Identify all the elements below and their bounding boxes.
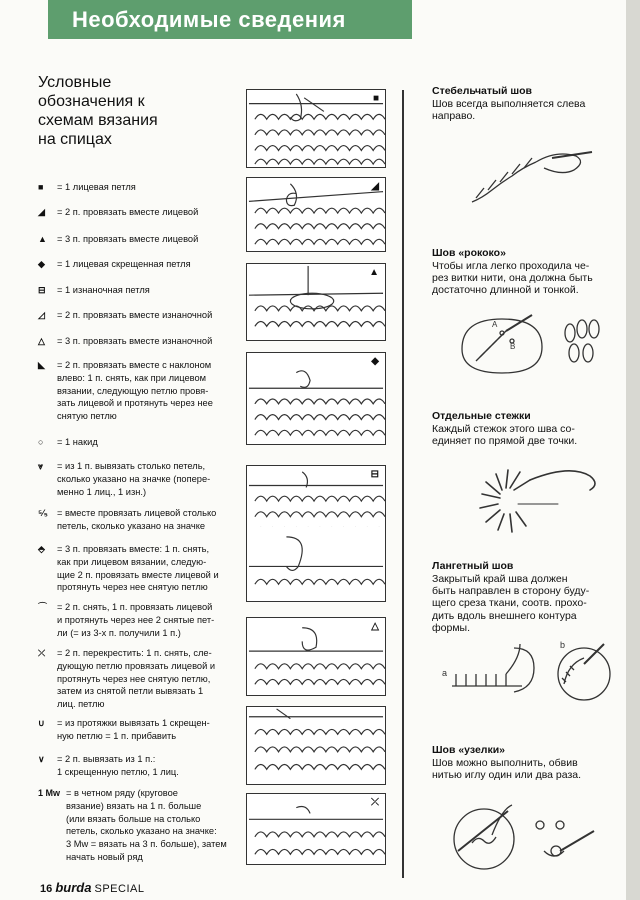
label-b: b <box>560 640 566 650</box>
legend-symbol: ◆ <box>38 259 45 269</box>
legend-text: = 2 п. снять, 1 п. провязать лицевой и протянуть через нее 2 снятые пет- ли (= из 3-х п. получили 1 п.) <box>57 602 215 638</box>
legend-item <box>38 436 248 449</box>
stitch-rococo <box>432 247 607 297</box>
knit-drawing <box>247 178 385 251</box>
legend-item <box>38 335 248 348</box>
legend-text: = 1 лицевая скрещенная петля <box>57 259 191 269</box>
footer <box>40 880 144 895</box>
stitch-french-knot <box>432 744 607 781</box>
label-a: A <box>492 320 498 329</box>
stem-stitch-drawing <box>432 140 602 210</box>
knit-illustration <box>246 89 386 168</box>
illustration-symbol: ◢ <box>371 181 379 192</box>
legend-text: = 1 лицевая петля <box>57 182 136 192</box>
legend-item <box>38 460 248 498</box>
stitch-text: Шов всегда выполняется слева направо. <box>432 98 586 123</box>
stitch-title: Стебельчатый шов <box>432 85 532 97</box>
brand-logo: burda <box>55 880 92 895</box>
knit-illustration <box>246 793 386 865</box>
knit-illustration <box>246 177 386 252</box>
stitch-title: Шов «узелки» <box>432 744 506 756</box>
legend-symbol: ∨ <box>38 754 45 764</box>
stitch-text: Закрытый край шва должен быть направлен в сторону буду- щего среза ткани, соотв. прохо- дить вдоль внешнего контура формы. <box>432 573 590 634</box>
knit-drawing <box>247 264 385 340</box>
knit-drawing <box>247 353 385 444</box>
legend-item <box>38 258 248 271</box>
legend-title: Условные обозначения к схемам вязания на спицах <box>38 74 158 148</box>
label-a: a <box>442 668 448 678</box>
legend-symbol: ⤫ <box>38 648 46 658</box>
legend-text: = 2 п. провязать вместе изнаночной <box>57 310 213 320</box>
legend-symbol: ◣ <box>38 360 45 370</box>
legend-item <box>38 717 248 743</box>
legend-item <box>38 753 248 779</box>
legend-item <box>38 601 248 639</box>
legend-item <box>38 206 248 219</box>
legend-item <box>38 787 248 864</box>
legend-symbol: ◢ <box>38 207 45 217</box>
legend-symbol: ∪ <box>38 718 45 728</box>
legend-item <box>38 309 248 322</box>
knit-drawing <box>247 707 385 784</box>
illustration-symbol: ▲ <box>369 267 379 278</box>
legend-symbol: ○ <box>38 437 44 447</box>
label-b: B <box>510 342 516 351</box>
knit-illustration <box>246 527 386 602</box>
stitch-blanket <box>432 560 607 634</box>
legend-item <box>38 284 248 297</box>
legend-text: = из протяжки вывязать 1 скрещен- ную петлю = 1 п. прибавить <box>57 718 210 741</box>
legend-item <box>38 233 248 246</box>
legend-symbol: ⌒ <box>38 602 48 612</box>
legend-text: = 1 изнаночная петля <box>57 285 150 295</box>
stitch-stem <box>432 85 607 122</box>
legend-item <box>38 543 248 594</box>
legend-symbol: ⁵⁄₅ <box>38 508 48 518</box>
page-header: Необходимые сведения <box>48 0 412 39</box>
french-knot-drawing <box>432 795 612 875</box>
blanket-stitch-drawing <box>432 634 612 710</box>
illustration-symbol: ◆ <box>371 356 379 367</box>
illustration-symbol: △ <box>371 621 379 632</box>
legend-text: = из 1 п. вывязать столько петель, сколько указано на значке (попере- менно 1 лиц., 1 изн.) <box>57 461 211 497</box>
stitch-title: Шов «рококо» <box>432 247 506 259</box>
single-stitches-drawing <box>432 458 602 548</box>
stitch-title: Отдельные стежки <box>432 410 531 422</box>
legend-item <box>38 359 248 423</box>
legend-item <box>38 507 248 533</box>
stitch-title: Лангетный шов <box>432 560 514 572</box>
legend-symbol: 1 Mw <box>38 788 61 798</box>
column-divider <box>402 90 404 878</box>
knit-drawing <box>247 618 385 695</box>
rococo-stitch-drawing <box>432 305 612 385</box>
legend-text: = 3 п. провязать вместе лицевой <box>57 234 199 244</box>
knit-drawing <box>247 794 385 864</box>
legend-text: = 3 п. провязать вместе: 1 п. снять, как при лицевом вязании, следую- щие 2 п. провязать вместе лицевой и протянуть через нее снятую петлю <box>57 544 219 593</box>
legend-symbol: ⩔ <box>38 461 44 471</box>
stitch-text: Каждый стежок этого шва со- единяет по прямой две точки. <box>432 423 578 448</box>
legend-text: = 1 накид <box>57 437 98 447</box>
edition-label: SPECIAL <box>94 883 145 895</box>
legend-text: = 2 п. вывязать из 1 п.: 1 скрещенную петлю, 1 лиц. <box>57 754 179 777</box>
legend-text: = в четном ряду (круговое вязание) вязать на 1 п. больше (или вязать больше на столько петель, сколько указано на значке: 3 Mw = вязать на 3 п. больше), затем начать новый ряд <box>66 788 227 862</box>
legend-symbol: ▲ <box>38 234 47 244</box>
illustration-symbol: ■ <box>372 93 379 104</box>
knit-illustration <box>246 617 386 696</box>
knit-drawing <box>247 527 385 601</box>
legend-text: = 2 п. провязать вместе лицевой <box>57 207 199 217</box>
stitch-text: Чтобы игла легко проходила че- рез витки нити, она должна быть достаточно длинной и тонкой. <box>432 260 593 297</box>
page-edge <box>626 0 640 900</box>
legend-symbol: ⊟ <box>38 285 46 295</box>
knit-illustration <box>246 263 386 341</box>
legend-symbol: △ <box>38 336 45 346</box>
illustration-symbol: ⊟ <box>370 469 379 480</box>
knit-illustration <box>246 706 386 785</box>
legend-text: = 2 п. перекрестить: 1 п. снять, сле- дующую петлю провязать лицевой и протянуть через нее снятую петлю, затем из снятой петли вывязать 1 лиц. петлю <box>57 648 216 710</box>
legend-symbol: ◿ <box>38 310 45 320</box>
legend-text: = вместе провязать лицевой столько петель, сколько указано на значке <box>57 508 217 531</box>
legend-symbol: ■ <box>38 182 44 192</box>
legend-symbol: ⬘ <box>38 544 45 554</box>
illustration-symbol: ⤫ <box>371 797 379 808</box>
legend-item <box>38 181 248 194</box>
legend-text: = 2 п. провязать вместе с наклоном влево: 1 п. снять, как при лицевом вязании, следующую петлю провя- зать лицевой и протянуть через нее снятую петлю <box>57 360 213 422</box>
legend-text: = 3 п. провязать вместе изнаночной <box>57 336 213 346</box>
legend-item <box>38 647 248 711</box>
stitch-text: Шов можно выполнить, обвив нитью иглу один или два раза. <box>432 757 582 782</box>
page-number: 16 <box>40 883 53 895</box>
knit-drawing <box>247 90 385 167</box>
stitch-single <box>432 410 607 447</box>
knit-illustration <box>246 352 386 445</box>
